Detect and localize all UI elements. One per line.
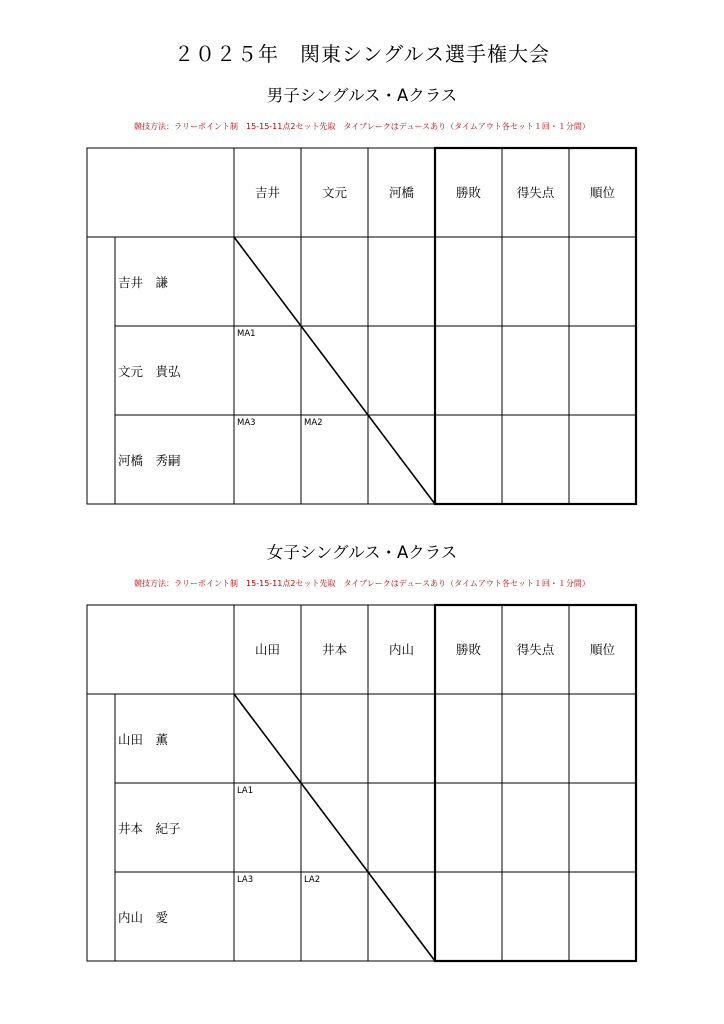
header-opponent-2: 文元	[321, 185, 347, 200]
header-opponent-1: 吉井	[254, 185, 280, 200]
section-title-men: 男子シングルス・Aクラス	[266, 86, 458, 105]
player-name: 吉井 謙	[118, 275, 169, 290]
header-opponent-1: 山田	[254, 642, 280, 657]
diagonal-line	[234, 694, 435, 961]
rules-text-men: 競技方法：ラリーポイント制 15-15-11点2セット先取 タイブレークはデュースあり（タイムアウト各セット１回・１分間）	[134, 122, 590, 131]
rules-text-women: 競技方法：ラリーポイント制 15-15-11点2セット先取 タイブレークはデュースあり（タイムアウト各セット１回・１分間）	[134, 579, 590, 588]
diagonal-line	[234, 237, 435, 504]
header-opponent-3: 河橋	[388, 185, 414, 200]
match-code: LA3	[237, 875, 254, 885]
match-code: LA2	[304, 875, 321, 885]
header-win-loss: 勝敗	[455, 185, 481, 200]
header-points-diff: 得失点	[516, 185, 555, 200]
page-title: ２０２５年 関東シングルス選手権大会	[174, 42, 550, 66]
match-code: MA3	[237, 418, 256, 428]
player-name: 内山 愛	[118, 910, 169, 925]
header-opponent-3: 内山	[388, 642, 414, 657]
player-name: 山田 薫	[118, 732, 169, 747]
header-rank: 順位	[589, 642, 615, 657]
header-win-loss: 勝敗	[455, 642, 481, 657]
match-code: MA2	[304, 418, 323, 428]
match-code: LA1	[237, 786, 254, 796]
header-rank: 順位	[589, 185, 615, 200]
header-opponent-2: 井本	[321, 642, 347, 657]
section-title-women: 女子シングルス・Aクラス	[266, 543, 458, 562]
match-code: MA1	[237, 329, 256, 339]
player-name: 文元 貴弘	[118, 364, 181, 379]
player-name: 河橋 秀嗣	[118, 453, 181, 468]
player-name: 井本 紀子	[118, 821, 181, 836]
league-table-women	[87, 605, 636, 961]
header-points-diff: 得失点	[516, 642, 555, 657]
